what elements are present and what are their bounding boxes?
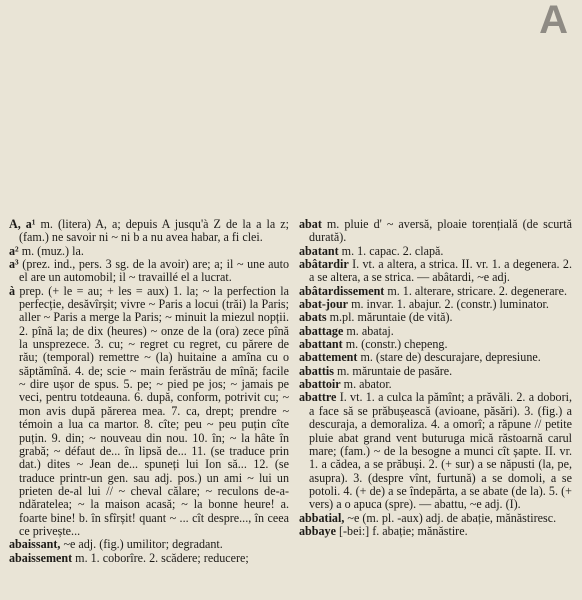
entry-definition: m. abataj. bbox=[343, 323, 394, 338]
dictionary-entry bbox=[299, 338, 572, 351]
entry-definition: I. vt. 1. a culca la pămînt; a prăvăli. 2. a dobori, a face să se prăbușească (avioane, păsări). 3. (fig.) a descuraja, a demoraliza. 4. a omorî; a răpune // petite pluie abat grand vent buturuga mică răstoarnă carul mare; (fam.) ~ de la besogne a munci cît șapte. II. vr. 1. a cădea, a se prăbuși. 2. (+ sur) a se năpusti (la, pe, asupra). 3. (despre vînt, furtună) a se domoli, a se potoli. 4. (+ de) a se îndepărta, a se abate (de la). 5. (+ vers) a o apuca (spre). — abattu, ~e adj. (I). bbox=[309, 390, 572, 512]
entry-headword: à bbox=[9, 283, 16, 298]
entry-headword: abattement bbox=[299, 350, 358, 365]
entry-headword: abatant bbox=[299, 243, 339, 258]
entry-definition: m. abator. bbox=[340, 377, 392, 392]
entry-definition: m. invar. 1. abajur. 2. (constr.) luminator. bbox=[348, 297, 549, 312]
section-letter: A bbox=[539, 0, 568, 42]
entry-headword: abats bbox=[299, 310, 327, 325]
dictionary-entry bbox=[299, 311, 572, 324]
dictionary-entry bbox=[299, 258, 572, 285]
dictionary-entry bbox=[299, 285, 572, 298]
dictionary-entry bbox=[299, 325, 572, 338]
dictionary-entry bbox=[299, 245, 572, 258]
entry-definition: m. (stare de) descurajare, depresiune. bbox=[357, 350, 541, 365]
dictionary-entry bbox=[9, 245, 289, 258]
dictionary-entry bbox=[299, 391, 572, 511]
entry-headword: abat bbox=[299, 217, 322, 231]
entry-headword: abbaye bbox=[299, 523, 336, 538]
entry-headword: abattage bbox=[299, 323, 344, 338]
entry-definition: m. (litera) A, a; depuis A jusqu'à Z de la a la z; (fam.) ne savoir ni ~ ni b a nu avea habar, a fi clei. bbox=[19, 217, 289, 245]
entry-definition: m. 1. capac. 2. clapă. bbox=[338, 243, 444, 258]
entry-definition: (prez. ind., pers. 3 sg. de la avoir) are; a; il ~ une auto el are un automobil; il ~ travaillé el a lucrat. bbox=[18, 257, 289, 285]
dictionary-entry bbox=[299, 351, 572, 364]
entry-headword: abaissant, bbox=[9, 537, 61, 552]
dictionary-entry bbox=[299, 525, 572, 538]
entry-definition: m. pluie d' ~ aversă, ploaie torențială (de scurtă durată). bbox=[309, 217, 572, 245]
entry-definition: prep. (+ le = au; + les = aux) 1. la; ~ la perfection la perfecție, desăvîrșit; vivre ~ Paris a locui (trăi) la Paris; aller ~ Paris a merge la Paris; ~ minuit la miezul nopții. 2. pînă la; de dix (heures) ~ onze de la (ora) zece pînă la unsprezece. 3. cu; ~ regret cu regret, cu părere de rău; (temporal) remettre ~ (la) huitaine a amîna cu o săptămînă. 4. de; scie ~ main ferăstrău de mînă; facile ~ dire ușor de spus. 5. pe; ~ pied pe jos; ~ jamais pe veci, pentru totdeauna. 6. după, conform, potrivit cu; ~ mon avis după părerea mea. 7. ca, drept; prendre ~ témoin a lua ca martor. 8. cîte; peu ~ peu puțin cîte puțin. 9. din; ~ nouveau din nou. 10. în; ~ la hâte în grabă; ~ défaut de... în lipsă de... 11. (se traduce prin dat.) dites ~ Jean de... spuneți lui Ion să... 12. (se traduce printr-un gen. sau adj. pos.) un ami ~ lui un prieten de-al lui // ~ cheval călare; ~ reculons de-a-ndăratelea; ~ la maison acasă; ~ la bonne heure! a. foarte bine! b. în sfîrșit! quant ~ ... cît despre..., în ceea ce privește... bbox=[15, 283, 289, 538]
dictionary-entry bbox=[299, 512, 572, 525]
entry-definition: m. 1. alterare, stricare. 2. degenerare. bbox=[384, 283, 567, 298]
entry-definition: ~e (m. pl. -aux) adj. de abație, mănăstiresc. bbox=[344, 510, 557, 525]
entry-headword: abattant bbox=[299, 337, 343, 352]
dictionary-entry bbox=[9, 538, 289, 551]
entry-definition: ~e adj. (fig.) umilitor; degradant. bbox=[60, 537, 223, 552]
entry-headword: abbatial, bbox=[299, 510, 345, 525]
right-column bbox=[299, 218, 572, 538]
dictionary-entry bbox=[299, 378, 572, 391]
dictionary-entry bbox=[9, 218, 289, 245]
entry-headword: abattoir bbox=[299, 377, 341, 392]
dictionary-entry bbox=[9, 552, 289, 565]
entry-definition: m.pl. măruntaie (de vită). bbox=[326, 310, 453, 325]
dictionary-entry bbox=[299, 365, 572, 378]
entry-definition: m. (muz.) la. bbox=[18, 243, 84, 258]
entry-headword: abattis bbox=[299, 363, 334, 378]
entry-headword: A, a¹ bbox=[9, 217, 36, 231]
entry-definition: I. vt. a altera, a strica. II. vr. 1. a degenera. 2. a se altera, a se strica. — abâtardi, ~e adj. bbox=[309, 257, 572, 285]
left-column bbox=[9, 218, 289, 565]
entry-headword: a³ bbox=[9, 257, 19, 272]
entry-headword: abaissement bbox=[9, 550, 73, 565]
dictionary-entry bbox=[9, 285, 289, 539]
entry-headword: a² bbox=[9, 243, 19, 258]
entry-definition: [-bei:] f. abație; mănăstire. bbox=[335, 523, 468, 538]
entry-headword: abâtardir bbox=[299, 257, 349, 272]
dictionary-entry bbox=[9, 258, 289, 285]
entry-definition: m. măruntaie de pasăre. bbox=[333, 363, 453, 378]
entry-definition: m. (constr.) chepeng. bbox=[342, 337, 448, 352]
entry-headword: abâtardissement bbox=[299, 283, 385, 298]
entry-definition: m. 1. coborîre. 2. scădere; reducere; bbox=[72, 550, 249, 565]
entry-headword: abattre bbox=[299, 390, 337, 405]
dictionary-entry bbox=[299, 218, 572, 245]
entry-headword: abat-jour bbox=[299, 297, 349, 312]
dictionary-entry bbox=[299, 298, 572, 311]
